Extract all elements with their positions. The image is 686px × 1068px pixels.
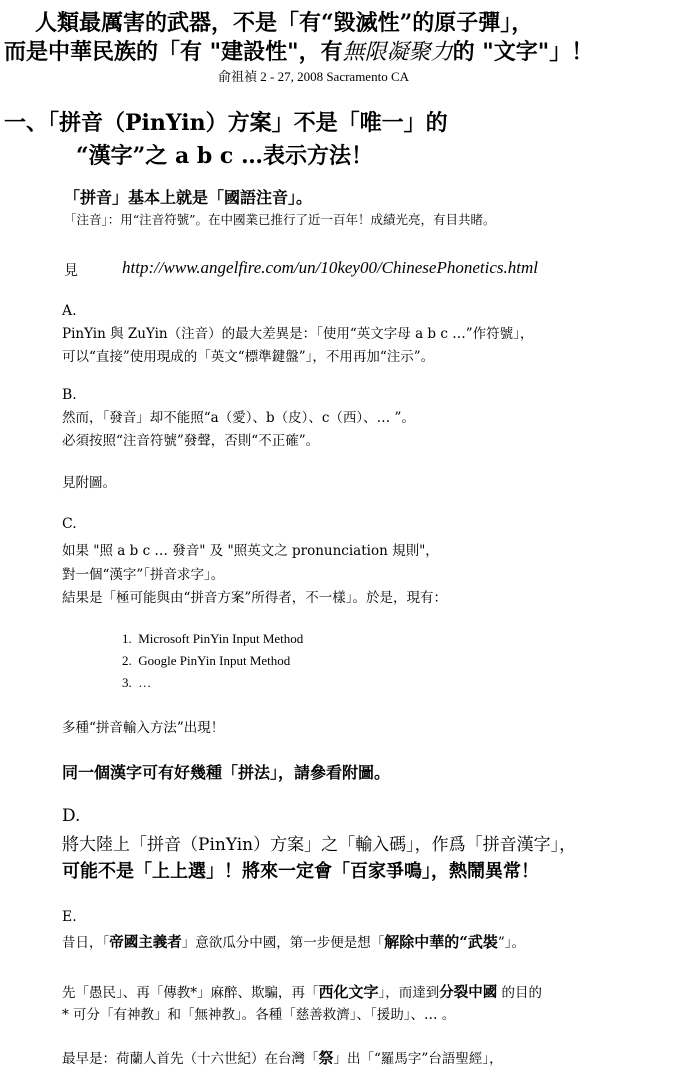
- partB-see-attached: 見附圖。: [62, 475, 116, 491]
- partE-line1-emphasis: 帝國主義者: [109, 934, 182, 951]
- partA-line2: 可以“直接”使用現成的「英文“標準鍵盤”」，不用再加“注示”。: [62, 349, 435, 365]
- partB-line2: 必須按照“注音符號”發聲，否則“不正確”。: [62, 433, 320, 449]
- byline: 俞祖禎 2 - 27, 2008 Sacramento CA: [218, 69, 410, 84]
- partE-label: E.: [62, 909, 77, 925]
- partE-line2-emphasis: 西化文字: [318, 983, 379, 1001]
- intro-text: 「注音」：用“注音符號”。在中國業已推行了近一百年！成績光亮，有目共睹。: [64, 212, 496, 227]
- partE-line1-e: ”」。: [497, 935, 526, 951]
- partE-line1-emphasis2: 解除中華的“武裝: [384, 933, 498, 951]
- partE-line4-emphasis: 祭: [318, 1049, 334, 1067]
- main-title-line2-part-c: 的 "文字"」！: [452, 39, 594, 65]
- list-item-text: Google PinYin Input Method: [138, 653, 291, 668]
- partC-line3: 結果是「極可能與由“拼音方案”所得者，不一樣」。於是，現有：: [62, 590, 448, 606]
- intro-bold: 「拼音」基本上就是「國語注音」。: [64, 188, 313, 207]
- section1-heading-line1: 一、「拼音（PinYin）方案」不是「唯一」的: [4, 110, 448, 136]
- partE-line1: [62, 931, 525, 952]
- list-item-number: 3.: [122, 675, 132, 690]
- partC-line2: 對一個“漢字”「拼音求字」。: [62, 567, 225, 583]
- partA-label: A.: [62, 303, 77, 319]
- partE-line2: [62, 981, 542, 1002]
- partB-line1: 然而，「發音」却不能照“a（愛）、b（皮）、c（西）、… ”。: [62, 410, 415, 426]
- list-item: [122, 675, 151, 691]
- partE-line4: [62, 1047, 503, 1068]
- partC-label: C.: [62, 516, 77, 532]
- partE-line1-a: 昔日，「: [62, 935, 110, 951]
- section1-heading-line2: “漢字”之 a b c …表示方法！: [76, 143, 373, 169]
- partD-line1: 將大陸上「拼音（PinYin）方案」之「輸入碼」，作爲「拼音漢字」，: [62, 835, 577, 855]
- list-item-number: 1.: [122, 631, 132, 646]
- partD-label: D.: [62, 806, 81, 826]
- partE-line4-c: 」出「“羅馬字”台語聖經」，: [333, 1051, 503, 1067]
- list-item-text: Microsoft PinYin Input Method: [138, 631, 304, 646]
- partD-line2: 可能不是「上上選」！將來一定會「百家爭鳴」，熱鬧異常！: [62, 861, 539, 882]
- partE-line4-a: 最早是：荷蘭人首先（十六世紀）在台灣「: [62, 1051, 319, 1067]
- partE-line3: * 可分「有神教」和「無神教」。各種「慈善救濟」、「援助」、… 。: [62, 1007, 456, 1023]
- main-title-line2-emphasis: 無限凝聚力: [342, 40, 453, 65]
- partE-line1-c: 」意欲瓜分中國，第一步便是想「: [181, 935, 385, 951]
- same-char-note: 同一個漢字可有好幾種「拼法」，請參看附圖。: [62, 763, 391, 782]
- list-item-number: 2.: [122, 653, 132, 668]
- partE-line2-e: 的目的: [497, 985, 543, 1001]
- see-label: 見: [64, 263, 78, 279]
- main-title-line2: [4, 35, 593, 66]
- partE-line2-a: 先「愚民」、再「傳教*」麻醉、欺騙，再「: [62, 985, 319, 1001]
- partA-line1: PinYin 與 ZuYin（注音）的最大差異是：「使用“英文字母 a b c …”作符號」，: [62, 326, 534, 342]
- list-item: [122, 653, 290, 669]
- main-title-line1: 人類最厲害的武器，不是「有“毀滅性”的原子彈」，: [35, 10, 534, 36]
- list-item-text: …: [138, 675, 152, 690]
- main-title-line2-part-a: 而是中華民族的「有 "建設性"，有: [4, 39, 343, 65]
- many-methods-note: 多種“拼音輸入方法”出現！: [62, 720, 225, 736]
- partE-line2-emphasis2: 分裂中國: [439, 984, 498, 1001]
- reference-link[interactable]: http://www.angelfire.com/un/10key00/ChinesePhonetics.html: [122, 258, 538, 277]
- partB-label: B.: [62, 387, 77, 403]
- list-item: [122, 631, 303, 647]
- partC-line1: 如果 "照 a b c … 發音" 及 "照英文之 pronunciation 規則"，: [62, 543, 439, 559]
- partE-line2-c: 」，而達到: [378, 985, 440, 1001]
